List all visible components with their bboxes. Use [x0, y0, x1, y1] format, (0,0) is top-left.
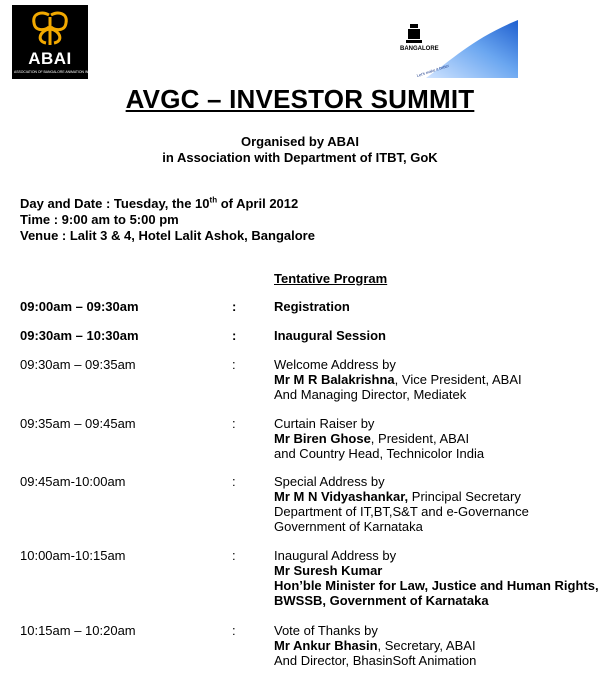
event-venue: Venue : Lalit 3 & 4, Hotel Lalit Ashok, Bangalore [20, 228, 315, 243]
program-title: Welcome Address by [274, 357, 396, 372]
program-title: Curtain Raiser by [274, 416, 375, 431]
event-time: Time : 9:00 am to 5:00 pm [20, 212, 179, 227]
speaker-name: Mr Biren Ghose [274, 431, 371, 446]
speaker-name: Mr Ankur Bhasin [274, 638, 378, 653]
colon-separator: : [232, 474, 236, 489]
bangalore-label: BANGALORE [400, 46, 439, 52]
speaker-detail: Hon’ble Minister for Law, Justice and Human Rights, [274, 578, 599, 593]
abai-subtitle: ASSOCIATION OF BANGALORE ANIMATION INDUSTRY [14, 70, 103, 74]
speaker-role: Principal Secretary [408, 489, 521, 504]
speaker-detail: Government of Karnataka [274, 519, 423, 534]
speaker-name: Mr M N Vidyashankar, [274, 489, 409, 504]
program-time: 09:45am-10:00am [20, 474, 126, 489]
bangalore-logo [394, 18, 520, 78]
program-time: 10:00am-10:15am [20, 548, 126, 563]
speaker-name: Mr M R Balakrishna [274, 372, 395, 387]
program-title: Vote of Thanks by [274, 623, 378, 638]
colon-separator: : [232, 548, 236, 563]
program-time: 09:30am – 10:30am [20, 328, 139, 343]
colon-separator: : [232, 357, 236, 372]
organiser-line-2: in Association with Department of ITBT, GoK [162, 150, 438, 165]
colon-separator: : [232, 416, 236, 431]
speaker-role: , Vice President, ABAI [394, 372, 522, 387]
program-time: 09:00am – 09:30am [20, 299, 139, 314]
page-title: AVGC – INVESTOR SUMMIT [125, 84, 475, 114]
program-title: Inaugural Address by [274, 548, 397, 563]
speaker-name: Mr Suresh Kumar [274, 563, 383, 578]
program-time: 10:15am – 10:20am [20, 623, 136, 638]
colon-separator: : [232, 623, 236, 638]
speaker-detail: And Managing Director, Mediatek [274, 387, 467, 402]
program-heading: Tentative Program [274, 271, 388, 286]
organiser-line-1: Organised by ABAI [241, 134, 359, 149]
speaker-detail: And Director, BhasinSoft Animation [274, 653, 477, 668]
program-title: Registration [274, 299, 350, 314]
speaker-detail: Department of IT,BT,S&T and e-Governance [274, 504, 529, 519]
event-date: Day and Date : Tuesday, the 10th of April 2012 [20, 195, 299, 211]
emblem-icon [404, 22, 424, 46]
program-time: 09:35am – 09:45am [20, 416, 136, 431]
abai-logo [12, 5, 103, 79]
program-title: Inaugural Session [274, 328, 386, 343]
speaker-role: , Secretary, ABAI [377, 638, 476, 653]
bangalore-tagline: Let's make it better [416, 62, 450, 79]
speaker-role: , President, ABAI [370, 431, 470, 446]
program-time: 09:30am – 09:35am [20, 357, 136, 372]
colon-separator: : [232, 299, 237, 314]
speaker-detail: BWSSB, Government of Karnataka [274, 593, 489, 608]
speaker-detail: and Country Head, Technicolor India [274, 446, 485, 461]
abai-wordmark: ABAI [28, 49, 72, 68]
colon-separator: : [232, 328, 237, 343]
program-title: Special Address by [274, 474, 385, 489]
